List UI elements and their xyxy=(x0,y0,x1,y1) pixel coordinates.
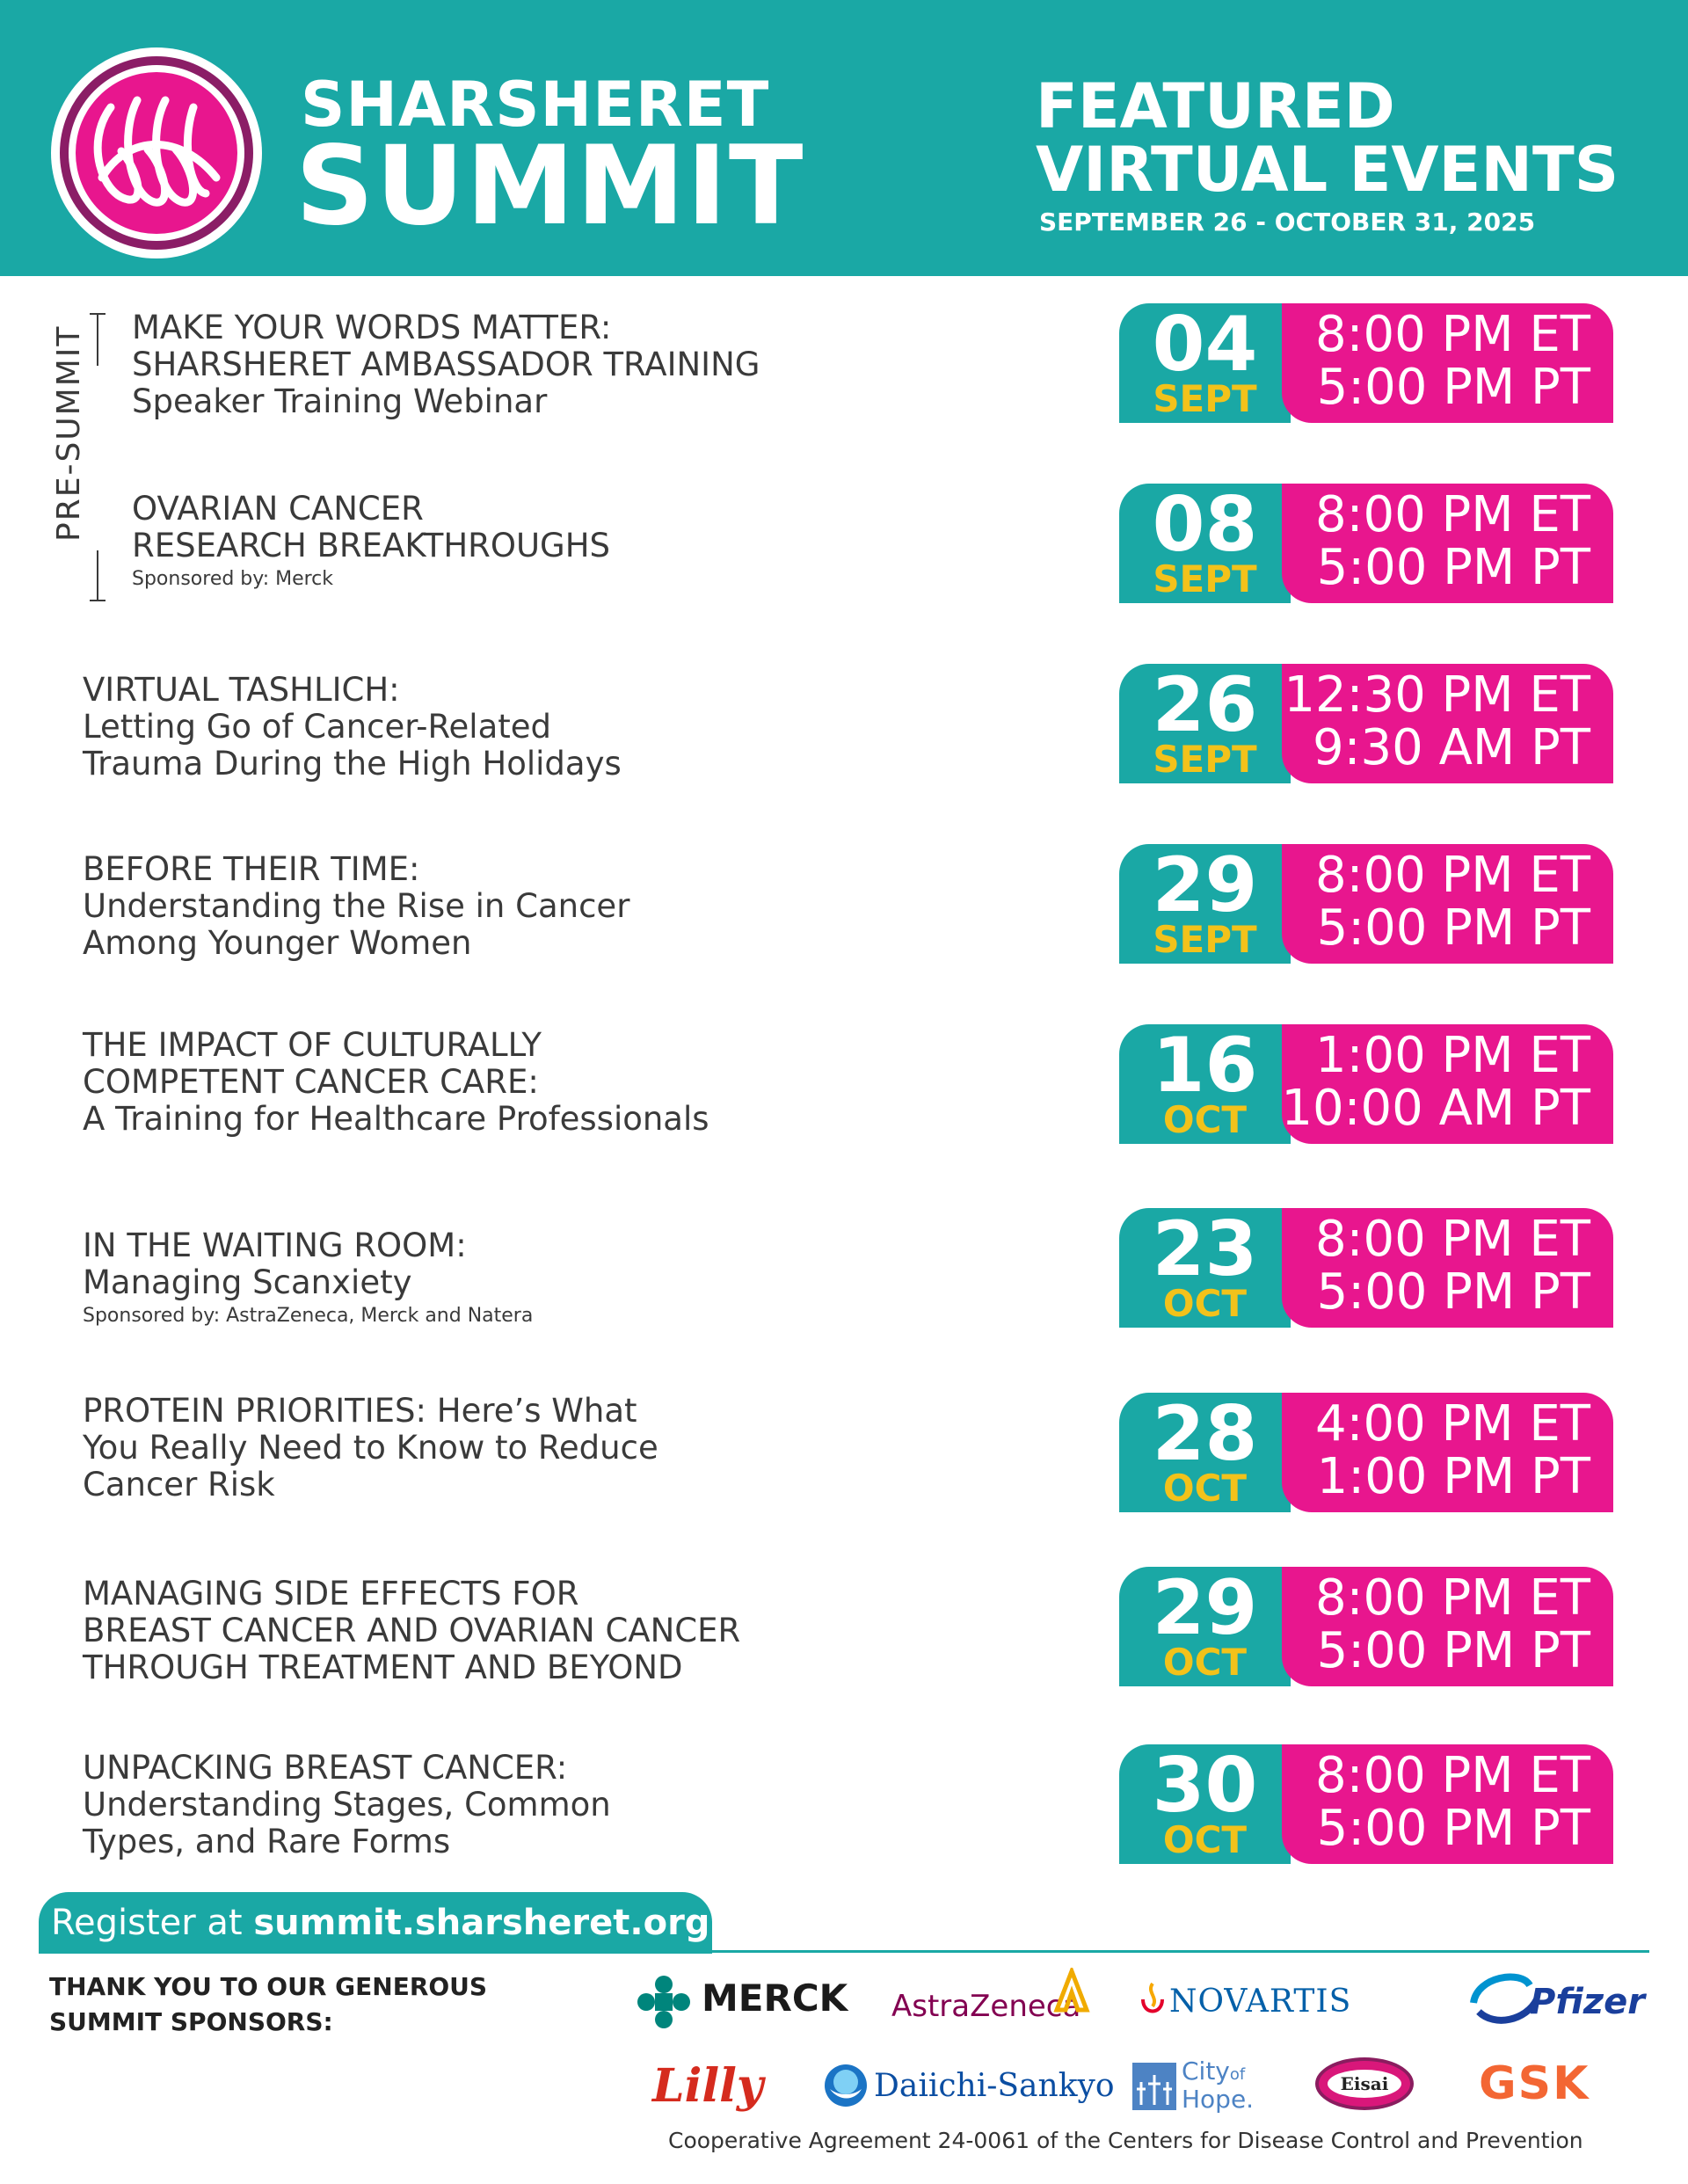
event-2-time-et: 8:00 PM ET xyxy=(1314,486,1590,543)
event-1-time-pt: 5:00 PM PT xyxy=(1316,359,1590,416)
sponsor-novartis: NOVARTIS xyxy=(1169,1984,1352,2020)
event-9-line-3: Types, and Rare Forms xyxy=(83,1823,451,1860)
brand-name-top: SHARSHERET xyxy=(301,69,770,141)
event-2-badge xyxy=(1119,481,1613,603)
event-9-line-2: Understanding Stages, Common xyxy=(83,1786,611,1824)
daiichi-sankyo-logo-icon xyxy=(823,2063,869,2108)
event-1-time-et: 8:00 PM ET xyxy=(1314,306,1590,363)
divider-rule xyxy=(39,1950,1649,1953)
event-2-month: SEPT xyxy=(1153,557,1257,601)
event-6-line-2: Managing Scanxiety xyxy=(83,1263,412,1301)
event-4-title xyxy=(83,851,629,962)
register-banner xyxy=(39,1892,712,1954)
city-of-hope-logo-icon xyxy=(1132,2063,1176,2110)
event-5-badge xyxy=(1119,1024,1613,1144)
event-1-line-3: Speaker Training Webinar xyxy=(132,382,548,420)
event-1-badge xyxy=(1119,303,1613,423)
event-3-line-2: Letting Go of Cancer-Related xyxy=(83,708,551,746)
event-9-month: OCT xyxy=(1162,1818,1248,1861)
event-8-title xyxy=(83,1576,740,1686)
event-1-day: 04 xyxy=(1152,301,1258,389)
event-3-line-1: VIRTUAL TASHLICH: xyxy=(83,671,400,709)
pre-summit-bottom-cap xyxy=(90,600,106,601)
event-9-time-et: 8:00 PM ET xyxy=(1314,1747,1590,1804)
city-of-hope-word-of: of xyxy=(1229,2065,1246,2084)
event-8-time-et: 8:00 PM ET xyxy=(1314,1569,1590,1627)
event-8-day: 29 xyxy=(1152,1564,1258,1652)
city-of-hope-word-hope: Hope. xyxy=(1182,2085,1255,2114)
event-6-day: 23 xyxy=(1152,1205,1258,1293)
event-8-time-pt: 5:00 PM PT xyxy=(1316,1622,1590,1679)
sponsor-astrazeneca: AstraZeneca xyxy=(891,1989,1081,2024)
event-4-badge xyxy=(1119,841,1613,964)
event-7-month: OCT xyxy=(1162,1467,1248,1510)
sponsor-pfizer: Pfizer xyxy=(1530,1982,1645,2022)
event-6-sponsor: Sponsored by: AstraZeneca, Merck and Natera xyxy=(83,1305,534,1327)
register-link[interactable]: summit.sharsheret.org xyxy=(253,1903,710,1943)
event-5-month: OCT xyxy=(1162,1098,1248,1141)
event-8-line-1: MANAGING SIDE EFFECTS FOR xyxy=(83,1575,579,1613)
event-9-badge xyxy=(1119,1744,1613,1864)
sharsheret-logo-icon xyxy=(49,46,264,260)
event-4-line-1: BEFORE THEIR TIME: xyxy=(83,850,420,888)
event-9-line-1: UNPACKING BREAST CANCER: xyxy=(83,1749,568,1787)
event-6-line-1: IN THE WAITING ROOM: xyxy=(83,1227,467,1264)
event-5-day: 16 xyxy=(1152,1022,1258,1110)
sponsor-lilly: Lilly xyxy=(652,2059,764,2113)
event-6-badge xyxy=(1119,1205,1613,1328)
event-7-badge xyxy=(1119,1390,1613,1512)
sponsors-heading xyxy=(49,1969,487,2040)
event-4-line-3: Among Younger Women xyxy=(83,924,472,962)
event-6-title xyxy=(83,1227,533,1331)
sponsor-city-of-hope xyxy=(1182,2059,1254,2112)
event-5-time-pt: 10:00 AM PT xyxy=(1281,1080,1590,1137)
event-2-time-pt: 5:00 PM PT xyxy=(1316,539,1590,596)
event-7-day: 28 xyxy=(1152,1390,1258,1478)
event-4-time-pt: 5:00 PM PT xyxy=(1316,899,1590,957)
event-8-line-2: BREAST CANCER AND OVARIAN CANCER xyxy=(83,1612,741,1649)
sponsors-heading-line2: SUMMIT SPONSORS: xyxy=(49,2007,333,2036)
event-4-month: SEPT xyxy=(1153,918,1257,961)
event-8-line-3: THROUGH TREATMENT AND BEYOND xyxy=(83,1649,683,1686)
event-5-title xyxy=(83,1027,709,1138)
event-5-time-et: 1:00 PM ET xyxy=(1314,1027,1590,1084)
event-1-month: SEPT xyxy=(1153,377,1257,420)
event-3-time-pt: 9:30 AM PT xyxy=(1313,719,1590,776)
event-3-time-et: 12:30 PM ET xyxy=(1284,666,1590,724)
pre-summit-line-bottom xyxy=(97,550,98,600)
featured-title-line1: FEATURED xyxy=(1036,70,1395,142)
event-7-time-et: 4:00 PM ET xyxy=(1314,1395,1590,1452)
footer-cooperative-agreement: Cooperative Agreement 24-0061 of the Centers for Disease Control and Prevention xyxy=(668,2128,1583,2153)
event-8-badge xyxy=(1119,1564,1613,1686)
sponsor-gsk: GSK xyxy=(1479,2057,1590,2110)
event-7-line-2: You Really Need to Know to Reduce xyxy=(83,1429,658,1467)
sponsors-heading-line1: THANK YOU TO OUR GENEROUS xyxy=(49,1972,488,2001)
event-2-day: 08 xyxy=(1152,481,1258,569)
city-of-hope-word-city: City xyxy=(1182,2057,1230,2086)
pre-summit-label: PRE-SUMMIT xyxy=(51,324,87,542)
event-8-month: OCT xyxy=(1162,1641,1248,1684)
event-7-title xyxy=(83,1393,658,1503)
event-6-time-pt: 5:00 PM PT xyxy=(1316,1263,1590,1321)
merck-logo-icon xyxy=(637,1975,691,2029)
event-9-day: 30 xyxy=(1152,1742,1258,1830)
event-5-line-3: A Training for Healthcare Professionals xyxy=(83,1100,709,1138)
featured-title-line2: VIRTUAL EVENTS xyxy=(1036,134,1619,206)
event-7-time-pt: 1:00 PM PT xyxy=(1316,1448,1590,1505)
sponsor-eisai: Eisai xyxy=(1328,2070,1401,2098)
event-3-line-3: Trauma During the High Holidays xyxy=(83,745,622,783)
sponsor-merck: MERCK xyxy=(702,1977,848,2020)
event-2-sponsor: Sponsored by: Merck xyxy=(132,568,334,590)
header-banner xyxy=(0,0,1688,276)
novartis-logo-icon xyxy=(1139,1980,1166,2019)
summit-date-range: SEPTEMBER 26 - OCTOBER 31, 2025 xyxy=(1039,207,1536,237)
event-1-line-2: SHARSHERET AMBASSADOR TRAINING xyxy=(132,346,760,383)
register-prefix: Register at xyxy=(51,1903,243,1943)
event-9-title xyxy=(83,1750,611,1860)
event-1-line-1: MAKE YOUR WORDS MATTER: xyxy=(132,309,612,346)
event-6-month: OCT xyxy=(1162,1282,1248,1325)
event-3-title xyxy=(83,672,622,783)
event-3-day: 26 xyxy=(1152,661,1258,749)
event-1-title xyxy=(132,309,760,420)
brand-name-main: SUMMIT xyxy=(295,123,805,250)
pre-summit-line-top xyxy=(97,313,98,366)
event-4-time-et: 8:00 PM ET xyxy=(1314,847,1590,904)
event-9-time-pt: 5:00 PM PT xyxy=(1316,1800,1590,1857)
event-3-month: SEPT xyxy=(1153,738,1257,781)
event-4-line-2: Understanding the Rise in Cancer xyxy=(83,887,630,925)
event-5-line-2: COMPETENT CANCER CARE: xyxy=(83,1063,539,1101)
event-4-day: 29 xyxy=(1152,841,1258,929)
event-2-line-1: OVARIAN CANCER xyxy=(132,490,424,528)
sponsor-daiichi-sankyo: Daiichi-Sankyo xyxy=(874,2068,1115,2104)
event-6-time-et: 8:00 PM ET xyxy=(1314,1211,1590,1268)
astrazeneca-logo-icon xyxy=(1051,1968,1092,2017)
event-2-line-2: RESEARCH BREAKTHROUGHS xyxy=(132,527,611,564)
event-3-badge xyxy=(1119,661,1613,783)
event-5-line-1: THE IMPACT OF CULTURALLY xyxy=(83,1026,542,1064)
event-7-line-3: Cancer Risk xyxy=(83,1466,275,1503)
event-2-title xyxy=(132,491,610,594)
event-7-line-1: PROTEIN PRIORITIES: Here’s What xyxy=(83,1392,637,1430)
